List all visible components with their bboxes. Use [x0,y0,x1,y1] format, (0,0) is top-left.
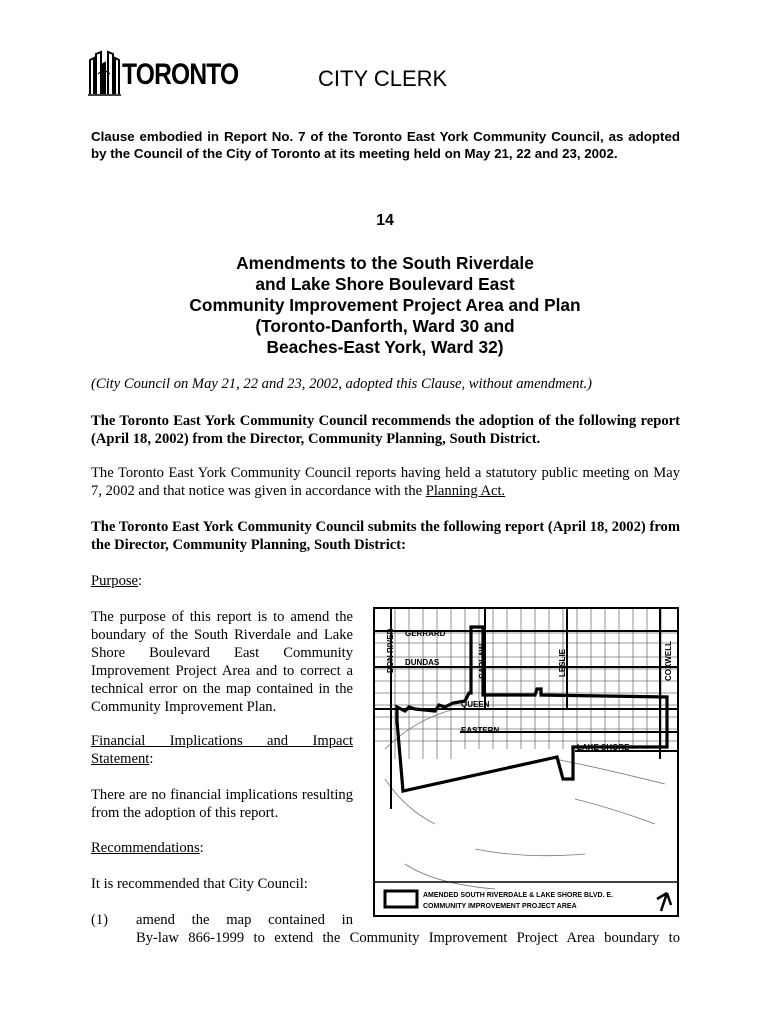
financial-heading-line: Financial Implications and Impact Statement: [91,733,353,767]
city-hall-icon [88,50,122,98]
street-label-lake-shore: LAKE SHORE [577,743,630,752]
project-area-map [373,607,679,917]
financial-heading: Financial Implications and Impact Statement [91,733,353,767]
street-label-dundas: DUNDAS [405,658,440,667]
recommended-intro: It is recommended that City Council: [91,876,308,892]
title-line: Beaches-East York, Ward 32) [266,337,504,357]
clause-intro: Clause embodied in Report No. 7 of the Toronto East York Community Council, as adopted by the Council of the City of Toronto at its meeting held on May 21, 22 and 23, 2002. [91,129,680,161]
submits-paragraph: The Toronto East York Community Council submits the following report (April 18, 2002) from the Director, Community Planning, South District: [91,519,680,553]
street-label-eastern: EASTERN [461,726,500,735]
meeting-paragraph [91,464,680,500]
title-line: Amendments to the South Riverdale [236,253,534,273]
north-arrow-icon [657,893,671,911]
purpose-heading-line: Purpose: [91,573,143,589]
recommendation-number: (1) [91,912,109,928]
meeting-text: The Toronto East York Community Council reports having held a statutory public meeting on May 7, 2002 and that notice was given in accordance with the [91,465,680,499]
financial-text: There are no financial implications resulting from the adoption of this report. [91,787,353,821]
recommendation-paragraph: The Toronto East York Community Council recommends the adoption of the following report (April 18, 2002) from the Director, Community Planning, South District. [91,413,680,447]
logo-wordmark: TORONTO [122,58,239,91]
legend-line-2: COMMUNITY IMPROVEMENT PROJECT AREA [423,903,577,910]
recommendations-heading-line: Recommendations: [91,840,204,856]
clause-title [0,253,770,358]
purpose-heading: Purpose [91,573,139,589]
street-label-don-river: DON RIVER [386,628,395,673]
city-of-toronto-logo [88,50,248,98]
planning-act-reference: Planning Act. [425,483,506,499]
title-line: (Toronto-Danforth, Ward 30 and [255,316,515,336]
street-label-leslie: LESLIE [558,648,567,677]
street-grid [375,609,677,889]
recommendation-line-1: amend the map contained in [136,912,353,928]
map-drawing [375,609,677,915]
council-note: (City Council on May 21, 22 and 23, 2002, adopted this Clause, without amendment.) [91,376,593,392]
recommendations-heading: Recommendations [91,840,200,856]
street-label-coxwell: COXWELL [664,641,673,681]
title-line: and Lake Shore Boulevard East [255,274,515,294]
legend-boundary-swatch [385,891,417,907]
item-number: 14 [376,212,394,229]
office-heading: CITY CLERK [318,66,448,91]
purpose-text: The purpose of this report is to amend the boundary of the South Riverdale and Lake Shore Boulevard East Community Improvement Project Area and to correct a technical error on the map contained in the Community Improvement Plan. [91,609,353,715]
street-label-gerrard: GERRARD [405,629,446,638]
recommendation-line-2: By-law 866-1999 to extend the Community Improvement Project Area boundary to [136,930,680,946]
street-label-queen: QUEEN [461,700,490,709]
street-label-carlaw: CARLAW [478,643,487,679]
title-line: Community Improvement Project Area and Plan [189,295,581,315]
legend-line-1: AMENDED SOUTH RIVERDALE & LAKE SHORE BLVD. E. [423,892,614,899]
